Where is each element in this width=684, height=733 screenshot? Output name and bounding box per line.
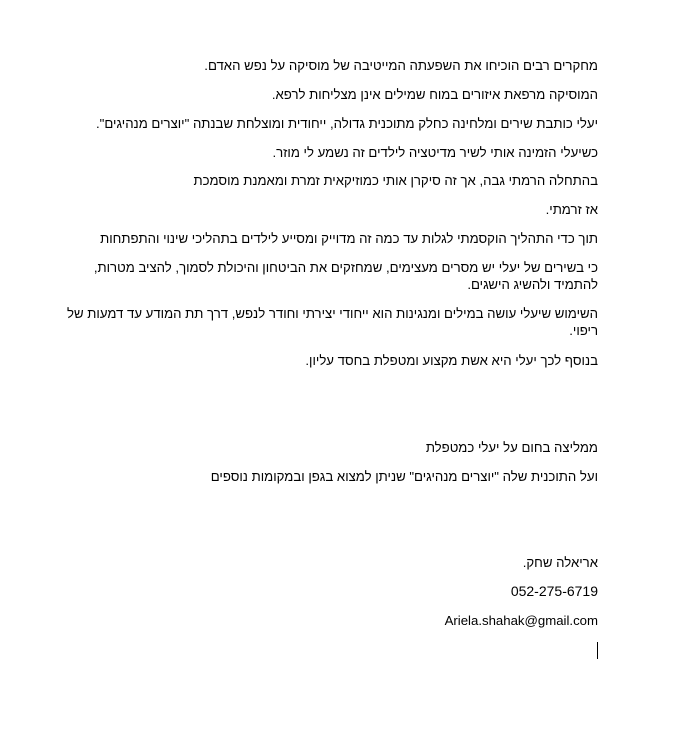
signature-phone: 052-275-6719: [510, 583, 598, 599]
recommendation-line-1: ממליצה בחום על יעלי כמטפלת: [425, 440, 598, 455]
paragraph-yaeli-writes: יעלי כותבת שירים ומלחינה כחלק מתוכנית גדולה, ייחודית ומוצלחת שבנתה "יוצרים מנהיגים".: [96, 116, 598, 131]
recommendation-line-2: ועל התוכנית שלה "יוצרים מנהיגים" שניתן למצוא בגפן ובמקומות נוספים: [210, 469, 598, 484]
paragraph-process: תוך כדי התהליך הוקסמתי לגלות עד כמה זה מדוייק ומסייע לילדים בתהליכי שינוי והתפתחות: [100, 231, 598, 246]
text-cursor: [597, 642, 598, 659]
signature-name: אריאלה שחק.: [522, 555, 598, 570]
paragraph-flowed: אז זרמתי.: [545, 202, 598, 217]
paragraph-songs-messages: כי בשירים של יעלי יש מסרים מעצימים, שמחזקים את הביטחון והיכולת לסמוך, להציב מטרות, להתמיד ולהשיג הישגים.: [93, 260, 598, 292]
paragraph-unique-use: השימוש שיעלי עושה במילים ומנגינות הוא ייחודי יצירתי וחודר לנפש, דרך תת המודע עד דמעות של ריפוי.: [67, 306, 598, 338]
paragraph-curiosity: בהתחלה הרמתי גבה, אך זה סיקרן אותי כמוזיקאית זמרת ומאמנת מוסמכת: [193, 173, 598, 188]
paragraph-invitation: כשיעלי הזמינה אותי לשיר מדיטציה לילדים זה נשמע לי מוזר.: [272, 145, 598, 160]
paragraph-research: מחקרים רבים הוכיחו את השפעתה המייטיבה של מוסיקה על נפש האדם.: [204, 58, 598, 73]
paragraph-music-heals: המוסיקה מרפאת איזורים במוח שמילים אינן מצליחות לרפא.: [271, 87, 598, 102]
paragraph-professional: בנוסף לכך יעלי היא אשת מקצוע ומטפלת בחסד עליון.: [305, 353, 598, 368]
signature-email: Ariela.shahak@gmail.com: [444, 613, 598, 628]
